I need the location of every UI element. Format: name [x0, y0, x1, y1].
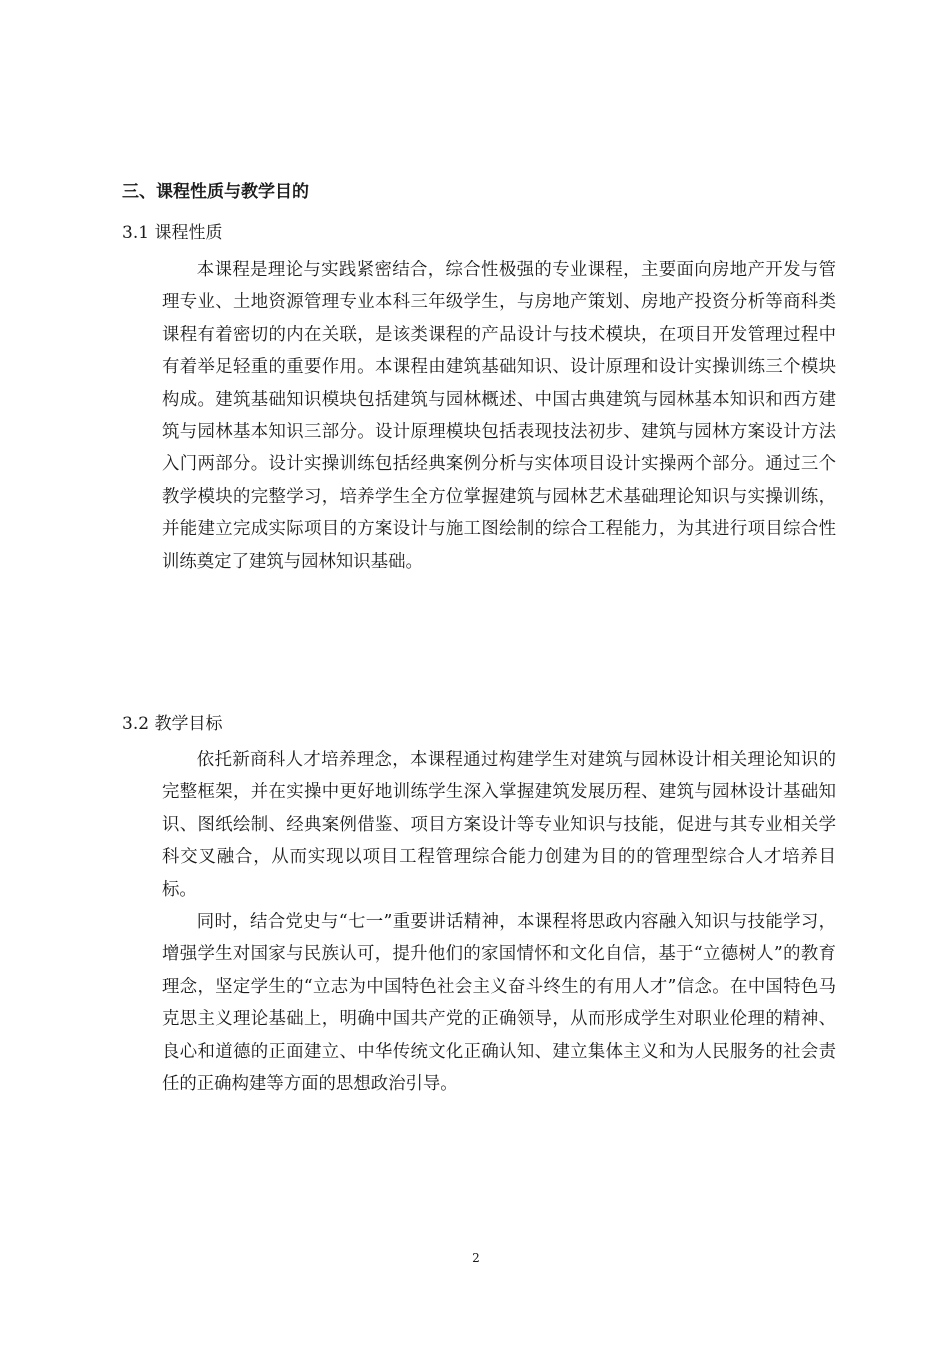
- paragraph-course-nature: 本课程是理论与实践紧密结合，综合性极强的专业课程，主要面向房地产开发与管理专业、土地资源管理专业本科三年级学生，与房地产策划、房地产投资分析等商科类课程有着密切的内在关联，是该类课程的产品设计与技术模块，在项目开发管理过程中有着举足轻重的重要作用。本课程由建筑基础知识、设计原理和设计实操训练三个模块构成。建筑基础知识模块包括建筑与园林概述、中国古典建筑与园林基本知识和西方建筑与园林基本知识三部分。设计原理模块包括表现技法初步、建筑与园林方案设计方法入门两部分。设计实操训练包括经典案例分析与实体项目设计实操两个部分。通过三个教学模块的完整学习，培养学生全方位掌握建筑与园林艺术基础理论知识与实操训练，并能建立完成实际项目的方案设计与施工图绘制的综合工程能力，为其进行项目综合性训练奠定了建筑与园林知识基础。: [162, 260, 836, 572]
- paragraph-teaching-objectives-1: 依托新商科人才培养理念，本课程通过构建学生对建筑与园林设计相关理论知识的完整框架，并在实操中更好地训练学生深入掌握建筑发展历程、建筑与园林设计基础知识、图纸绘制、经典案例借鉴、项目方案设计等专业知识与技能，促进与其专业相关学科交叉融合，从而实现以项目工程管理综合能力创建为目的的管理型综合人才培养目标。: [162, 750, 836, 900]
- page-number: 2: [472, 1251, 480, 1265]
- subsection-heading-teaching-objectives: 3.2 教学目标: [122, 714, 223, 734]
- section-heading: 三、课程性质与教学目的: [122, 182, 309, 202]
- subsection-heading-course-nature: 3.1 课程性质: [122, 223, 223, 243]
- paragraph-teaching-objectives-2: 同时，结合党史与“七一”重要讲话精神，本课程将思政内容融入知识与技能学习，增强学生对国家与民族认可，提升他们的家国情怀和文化自信，基于“立德树人”的教育理念，坚定学生的“立志为中国特色社会主义奋斗终生的有用人才”信念。在中国特色马克思主义理论基础上，明确中国共产党的正确领导，从而形成学生对职业伦理的精神、良心和道德的正面建立、中华传统文化正确认知、建立集体主义和为人民服务的社会责任的正确构建等方面的思想政治引导。: [162, 912, 836, 1095]
